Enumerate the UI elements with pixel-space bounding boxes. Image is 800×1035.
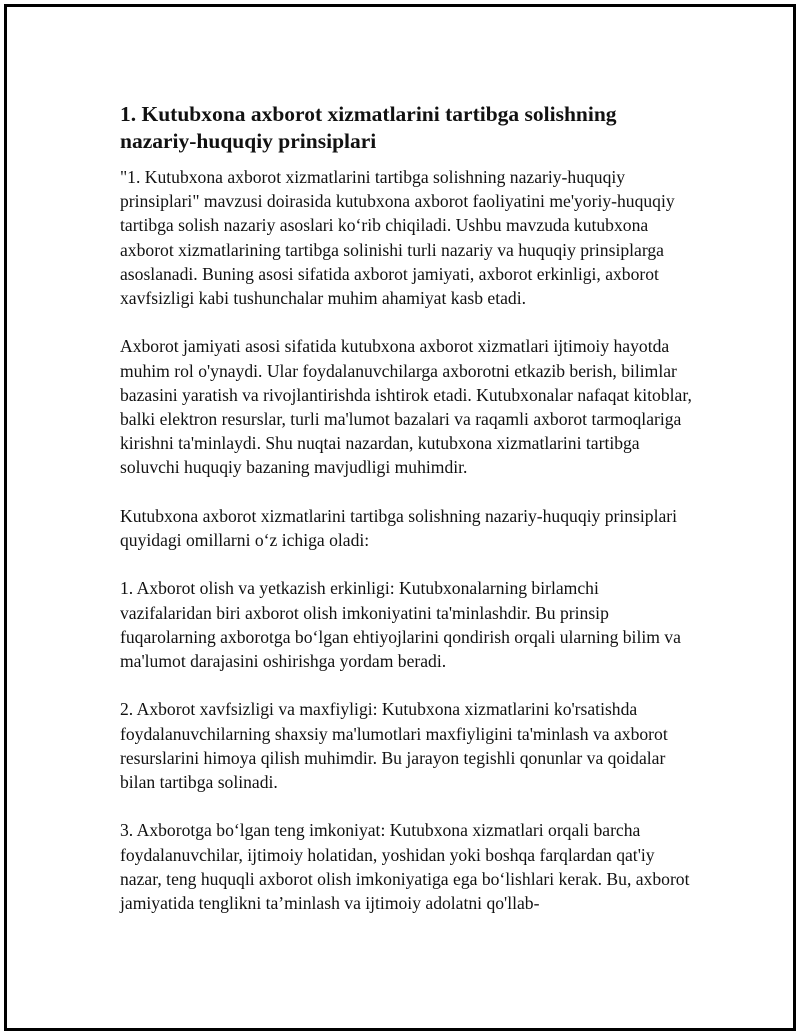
paragraph-principle-3: 3. Axborotga bo‘lgan teng imkoniyat: Kutubxona xizmatlari orqali barcha foydalanuvchilar, ijtimoiy holatidan, yoshidan yoki boshqa farqlardan qat'iy nazar, teng huquqli axborot olish imkoniyatiga ega bo‘lishlari kerak. Bu, axborot jamiyatida tenglikni ta’minlash va ijtimoiy adolatni qo'llab-: [120, 820, 690, 914]
section-heading: 1. Kutubxona axborot xizmatlarini tartibga solishning nazariy-huquqiy prinsiplari: [120, 102, 617, 153]
paragraph-principles-lead: Kutubxona axborot xizmatlarini tartibga solishning nazariy-huquqiy prinsiplari quyidagi omillarni o‘z ichiga oladi:: [120, 505, 678, 551]
paragraph-intro: "1. Kutubxona axborot xizmatlarini tartibga solishning nazariy-huquqiy prinsiplari" mavzusi doirasida kutubxona axborot faoliyatini me'yoriy-huquqiy tartibga solish nazariy asoslari ko‘rib chiqiladi. Ushbu mavzuda kutubxona axborot xizmatlarining tartibga solinishi turli nazariy va huquqiy prinsiplarga asoslanadi. Buning asosi sifatida axborot jamiyati, axborot erkinligi, axborot xavfsizligi kabi tushunchalar muhim ahamiyat kasb etadi.: [120, 167, 675, 309]
paragraph-information-society: Axborot jamiyati asosi sifatida kutubxona axborot xizmatlari ijtimoiy hayotda muhim rol o'ynaydi. Ular foydalanuvchilarga axborotni etkazib berish, bilimlar bazasini yaratish va rivojlantirishda ishtirok etadi. Kutubxonalar nafaqat kitoblar, balki elektron resurslar, turli ma'lumot bazalari va raqamli axborot tarmoqlariga kirishni ta'minlaydi. Shu nuqtai nazardan, kutubxona xizmatlarini tartibga soluvchi huquqiy bazaning mavjudligi muhimdir.: [120, 336, 692, 478]
paragraph-principle-2: 2. Axborot xavfsizligi va maxfiyligi: Kutubxona xizmatlarini ko'rsatishda foydalanuvchilarning shaxsiy ma'lumotlari maxfiyligini ta'minlash va axborot resurslarini himoya qilish muhimdir. Bu jarayon tegishli qonunlar va qoidalar bilan tartibga solinadi.: [120, 699, 668, 793]
paragraph-principle-1: 1. Axborot olish va yetkazish erkinligi: Kutubxonalarning birlamchi vazifalaridan biri axborot olish imkoniyatini ta'minlashdir. Bu prinsip fuqarolarning axborotga bo‘lgan ehtiyojlarini qondirish orqali ularning bilim va ma'lumot darajasini oshirishga yordam beradi.: [120, 578, 681, 672]
document-body: [120, 101, 695, 939]
document-page: [4, 4, 796, 1031]
